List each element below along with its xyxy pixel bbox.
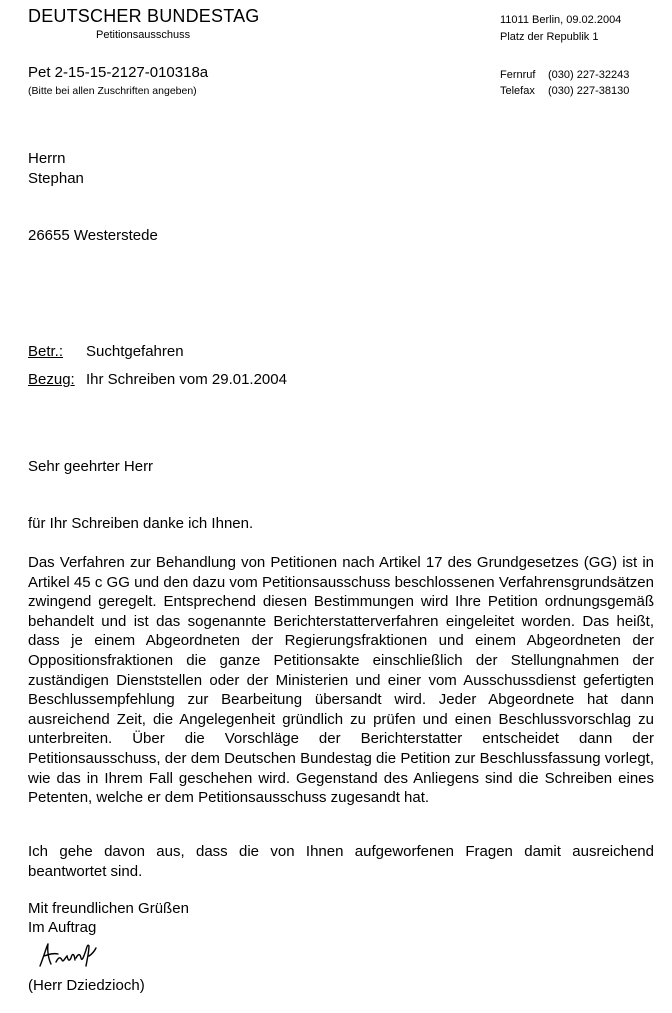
committee-name: Petitionsausschuss xyxy=(96,29,191,41)
reference-value: Ihr Schreiben vom 29.01.2004 xyxy=(86,371,287,388)
organization-name: DEUTSCHER BUNDESTAG xyxy=(28,6,260,26)
closing: Mit freundlichen Grüßen xyxy=(28,900,189,917)
reference-note: (Bitte bei allen Zuschriften angeben) xyxy=(28,85,197,97)
reference-line xyxy=(28,371,287,388)
subject-label: Betr.: xyxy=(28,343,64,360)
place-date: 11011 Berlin, 09.02.2004 xyxy=(500,14,622,26)
reference-label: Bezug: xyxy=(28,371,75,388)
handwritten-signature xyxy=(34,936,100,974)
main-paragraph: Das Verfahren zur Behandlung von Petitionen nach Artikel 17 des Grundgesetzes (GG) ist in Artikel 45 c GG und den dazu vom Petitionsausschuss beschlossenen Verfahrensgrundsätzen zwingend geregelt. Entsprechend diesen Bestimmungen wird Ihre Petition ordnungsgemäß behandelt und ist das sogenannte Berichterstatterverfahren eingeleitet worden. Das heißt, dass je einem Abgeordneten der Regierungsfraktionen und einem Abgeordneten der Oppositionsfraktionen die ganze Petitionsakte einschließlich der Stellungnahmen der zuständigen Dienststellen oder der Ministerien und einer vom Ausschussdienst gefertigten Beschlussempfehlung zur Bearbeitung übersandt wird. Jeder Abgeordnete hat dann ausreichend Zeit, die Angelegenheit gründlich zu prüfen und einen Beschlussvorschlag zu unterbreiten. Über die Vorschläge der Berichterstatter entscheidet dann der Petitionsausschuss, der dem Deutschen Bundestag die Petition zur Beschlussfassung vorlegt, wie das in Ihrem Fall geschehen wird. Gegenstand des Anliegens sind die Schreiben eines Petenten, welche er dem Petitionsausschuss zugesandt hat. xyxy=(28,554,654,807)
signer-name: (Herr Dziedzioch) xyxy=(28,977,145,994)
recipient-name: Stephan xyxy=(28,170,84,187)
phone-line xyxy=(500,69,629,81)
fax-line xyxy=(500,85,629,97)
recipient-city: 26655 Westerstede xyxy=(28,227,158,244)
street-address: Platz der Republik 1 xyxy=(500,31,599,43)
reference-number: Pet 2-15-15-2127-010318a xyxy=(28,64,209,81)
greeting: Sehr geehrter Herr xyxy=(28,458,154,475)
recipient-salutation: Herrn xyxy=(28,150,66,167)
on-behalf: Im Auftrag xyxy=(28,919,97,936)
subject-line xyxy=(28,343,184,360)
phone-number: (030) 227-32243 xyxy=(548,69,630,81)
intro-sentence: für Ihr Schreiben danke ich Ihnen. xyxy=(28,515,254,532)
conclusion-paragraph: Ich gehe davon aus, dass die von Ihnen aufgeworfenen Fragen damit ausreichend beantwortet sind. xyxy=(28,843,654,880)
subject-value: Suchtgefahren xyxy=(86,343,184,360)
phone-label: Fernruf xyxy=(500,69,536,81)
fax-label: Telefax xyxy=(500,85,535,97)
fax-number: (030) 227-38130 xyxy=(548,85,630,97)
